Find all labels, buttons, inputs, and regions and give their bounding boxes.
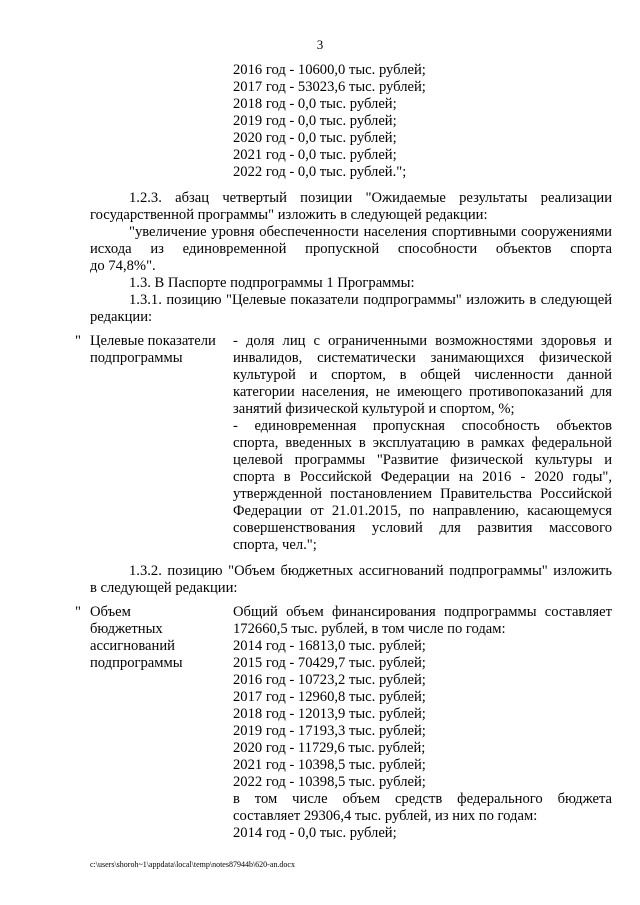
footer-file-path: c:\users\shoroh~1\appdata\local\temp\notes87944b\620-an.docx xyxy=(90,860,295,869)
opening-quote: " xyxy=(75,333,81,349)
budget-year-line: 2021 год - 10398,5 тыс. рублей; xyxy=(233,757,426,773)
targets-text-line: спорта, чел."; xyxy=(233,537,317,553)
budget-year-line: 2017 год - 12960,8 тыс. рублей; xyxy=(233,689,426,705)
funding-line: 2019 год - 0,0 тыс. рублей; xyxy=(233,113,397,129)
funding-line: 2021 год - 0,0 тыс. рублей; xyxy=(233,147,397,163)
paragraph-line: 1.3.1. позицию "Целевые показатели подпрограммы" изложить в следующей xyxy=(129,292,612,308)
budget-text-line: в том числе объем средств федерального бюджета xyxy=(233,791,612,807)
budget-year-line: 2014 год - 16813,0 тыс. рублей; xyxy=(233,638,426,654)
budget-year-line: 2020 год - 11729,6 тыс. рублей; xyxy=(233,740,426,756)
budget-label-line: Объем xyxy=(90,604,131,620)
opening-quote: " xyxy=(75,604,81,620)
targets-text-line: - доля лиц с ограниченными возможностями здоровья и xyxy=(233,333,612,349)
budget-label-line: бюджетных xyxy=(90,621,163,637)
budget-text-line: составляет 29306,4 тыс. рублей, из них по годам: xyxy=(233,808,538,824)
targets-text-line: инвалидов, систематически занимающихся физической xyxy=(233,350,612,366)
funding-line: 2022 год - 0,0 тыс. рублей."; xyxy=(233,164,407,180)
paragraph-line: исхода из единовременной пропускной способности объектов спорта xyxy=(90,241,612,257)
paragraph-line: 1.3.2. позицию "Объем бюджетных ассигнований подпрограммы" изложить xyxy=(129,563,612,579)
paragraph-line: 1.2.3. абзац четвертый позиции "Ожидаемые результаты реализации xyxy=(129,190,612,206)
budget-year-line: 2014 год - 0,0 тыс. рублей; xyxy=(233,825,397,841)
page-number: 3 xyxy=(316,37,324,52)
funding-line: 2016 год - 10600,0 тыс. рублей; xyxy=(233,62,426,78)
funding-line: 2018 год - 0,0 тыс. рублей; xyxy=(233,96,397,112)
targets-text-line: занятий физической культурой и спортом, %; xyxy=(233,401,515,417)
budget-text-line: 172660,5 тыс. рублей, в том числе по годам: xyxy=(233,621,506,637)
funding-line: 2017 год - 53023,6 тыс. рублей; xyxy=(233,79,426,95)
targets-label-line: Целевые показатели xyxy=(90,333,216,349)
paragraph-line: "увеличение уровня обеспеченности населения спортивными сооружениями xyxy=(129,224,612,240)
budget-year-line: 2015 год - 70429,7 тыс. рублей; xyxy=(233,655,426,671)
targets-text-line: спорта, введенных в эксплуатацию в рамках федеральной xyxy=(233,435,612,451)
budget-year-line: 2019 год - 17193,3 тыс. рублей; xyxy=(233,723,426,739)
paragraph-1-3: 1.3. В Паспорте подпрограммы 1 Программы: xyxy=(129,275,415,291)
targets-text-line: целевой программы "Развитие физической культуры и xyxy=(233,452,612,468)
targets-text-line: утвержденной постановлением Правительства Российской xyxy=(233,486,612,502)
paragraph-line: до 74,8%". xyxy=(90,258,156,274)
targets-text-line: культурой и спортом, в общей численности данной xyxy=(233,367,612,383)
paragraph-line: государственной программы" изложить в следующей редакции: xyxy=(90,207,488,223)
budget-year-line: 2022 год - 10398,5 тыс. рублей; xyxy=(233,774,426,790)
budget-year-line: 2018 год - 12013,9 тыс. рублей; xyxy=(233,706,426,722)
targets-text-line: - единовременная пропускная способность объектов xyxy=(233,418,612,434)
funding-line: 2020 год - 0,0 тыс. рублей; xyxy=(233,130,397,146)
targets-label-line: подпрограммы xyxy=(90,350,183,366)
budget-label-line: подпрограммы xyxy=(90,655,183,671)
targets-text-line: спорта в Российской Федерации на 2016 - 2020 годы", xyxy=(233,469,612,485)
paragraph-line: в следующей редакции: xyxy=(90,580,238,596)
budget-text-line: Общий объем финансирования подпрограммы составляет xyxy=(233,604,612,620)
targets-text-line: категории населения, не имеющего противопоказаний для xyxy=(233,384,612,400)
paragraph-line: редакции: xyxy=(90,309,153,325)
budget-label-line: ассигнований xyxy=(90,638,175,654)
targets-text-line: совершенствования условий для развития массового xyxy=(233,520,612,536)
budget-year-line: 2016 год - 10723,2 тыс. рублей; xyxy=(233,672,426,688)
targets-text-line: Федерации от 21.01.2015, по направлению, касающемуся xyxy=(233,503,612,519)
